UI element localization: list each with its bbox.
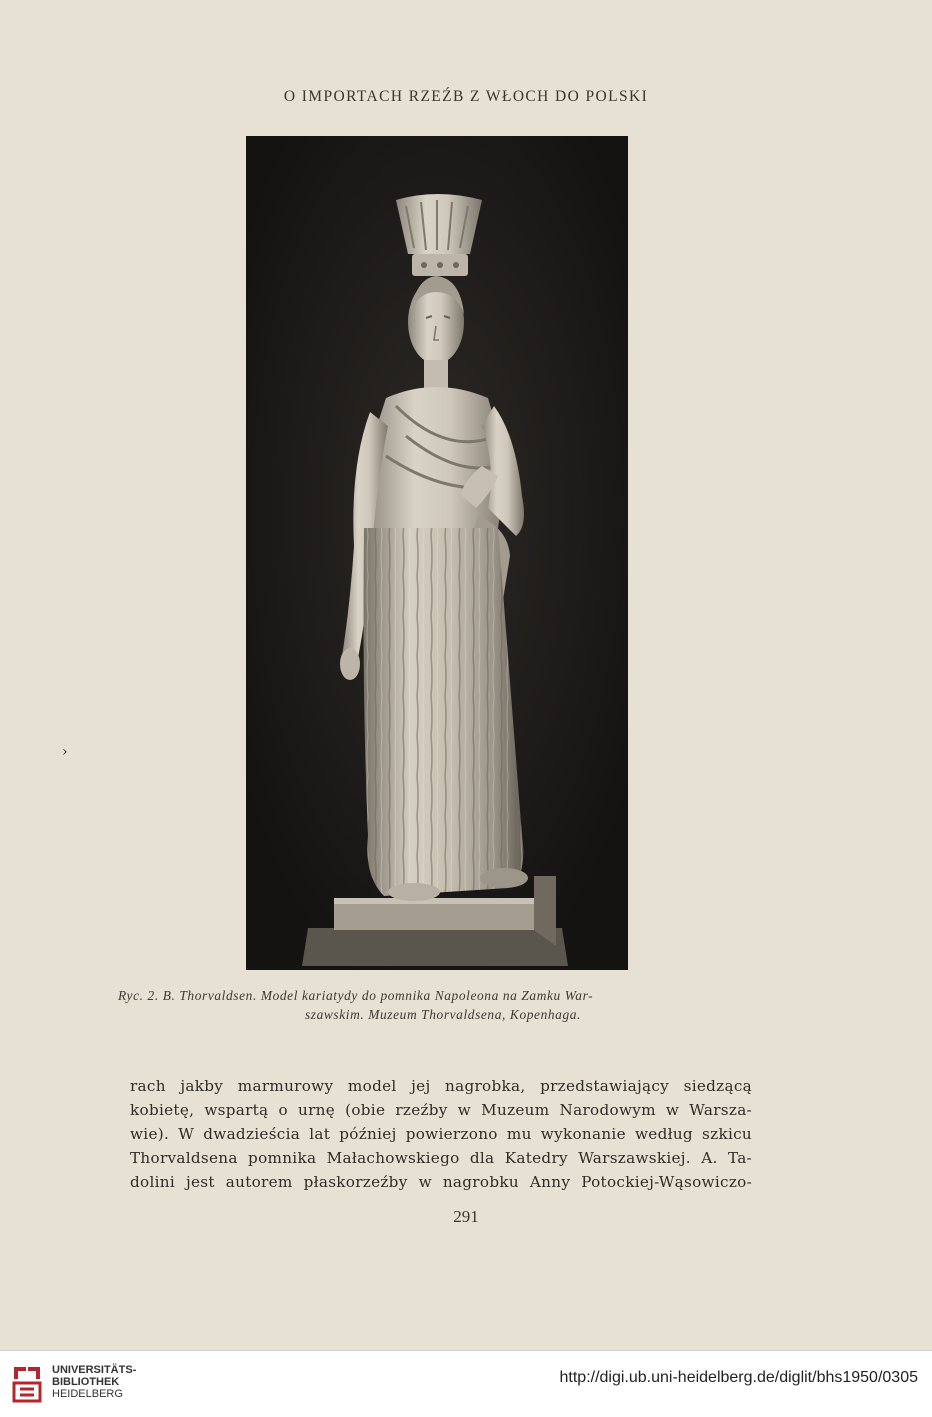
body-line: rach jakby marmurowy model jej nagrobka, przedstawiający siedzącą bbox=[130, 1077, 752, 1095]
figure-caption bbox=[118, 986, 768, 1024]
library-name[interactable] bbox=[52, 1364, 136, 1400]
library-name-line-2: BIBLIOTHEK bbox=[52, 1376, 120, 1388]
library-name-line-3: HEIDELBERG bbox=[52, 1388, 123, 1400]
margin-mark: › bbox=[62, 744, 68, 760]
caption-line-2: szawskim. Muzeum Thorvaldsena, Kopenhaga. bbox=[304, 1007, 582, 1022]
body-line: kobietę, wspartą o urnę (obie rzeźby w Muzeum Narodowym w Warsza- bbox=[130, 1101, 752, 1119]
body-line: wie). W dwadzieścia lat później powierzono mu wykonanie według szkicu bbox=[130, 1125, 752, 1143]
library-logo-icon[interactable] bbox=[10, 1363, 44, 1405]
running-head: O IMPORTACH RZEŹB Z WŁOCH DO POLSKI bbox=[283, 88, 649, 105]
permalink-url[interactable]: http://digi.ub.uni-heidelberg.de/diglit/bhs1950/0305 bbox=[559, 1369, 918, 1386]
figure-photo-caryatid bbox=[246, 136, 628, 970]
body-line: dolini jest autorem płaskorzeźby w nagrobku Anny Potockiej-Wąsowiczo- bbox=[130, 1173, 752, 1191]
library-name-line-1: UNIVERSITÄTS- bbox=[52, 1364, 137, 1376]
body-text bbox=[130, 1074, 752, 1194]
body-line: Thorvaldsena pomnika Małachowskiego dla Katedry Warszawskiej. A. Ta- bbox=[130, 1149, 752, 1167]
viewer-footer bbox=[0, 1350, 932, 1417]
caption-line-1: Ryc. 2. B. Thorvaldsen. Model kariatydy do pomnika Napoleona na Zamku War- bbox=[118, 988, 594, 1003]
page-number: 291 bbox=[453, 1207, 479, 1226]
